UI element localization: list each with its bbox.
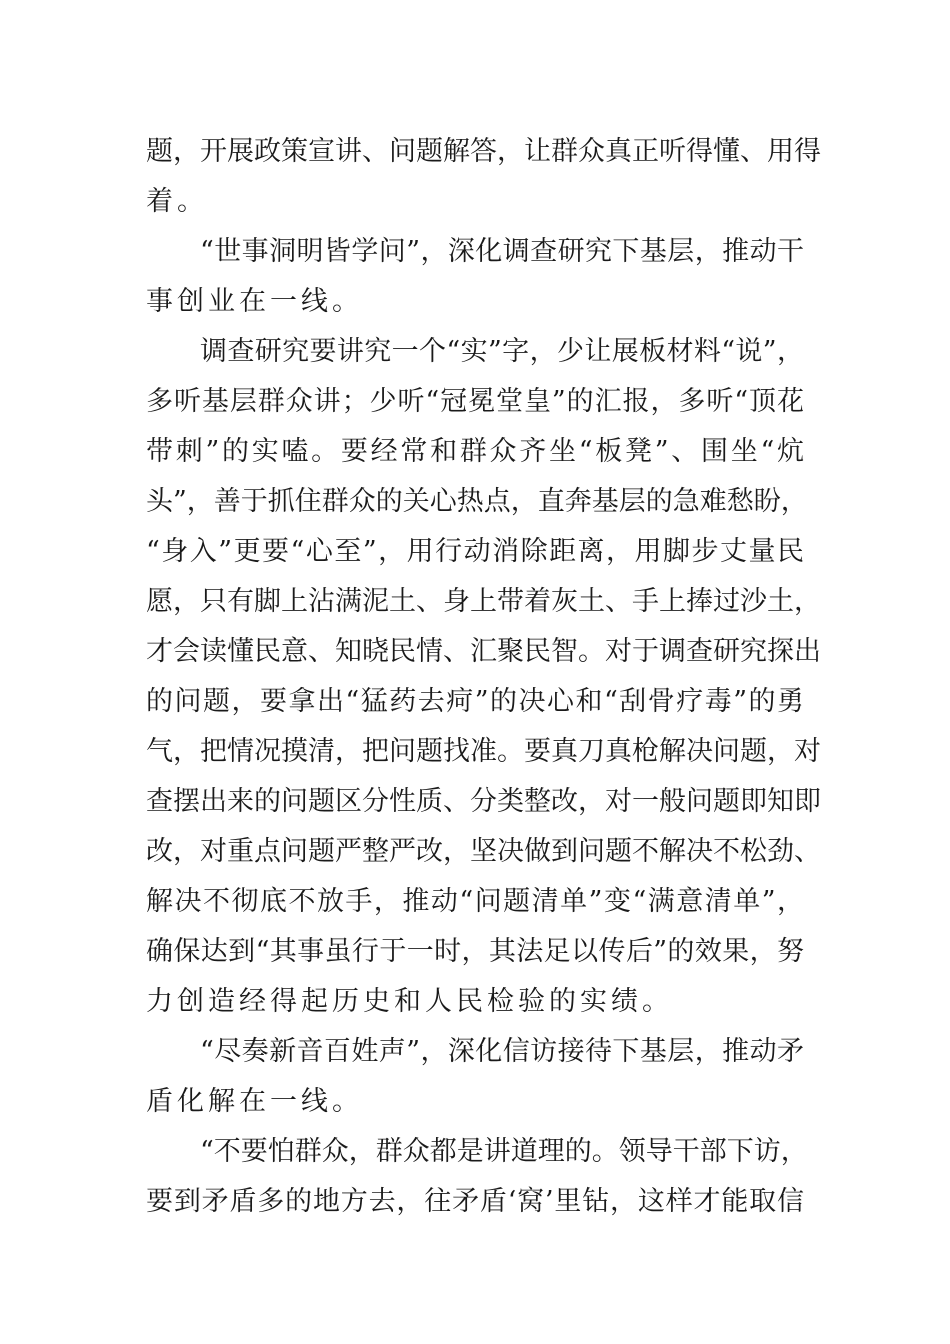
text-line-16: 解决不彻底不放手，推动“问题清单”变“满意清单”，: [146, 886, 804, 917]
text-line-14: 查摆出来的问题区分性质、分类整改，对一般问题即知即: [146, 786, 821, 817]
text-line-9: “身入”更要“心至”，用行动消除距离，用脚步丈量民: [146, 536, 804, 567]
text-line-11: 才会读懂民意、知晓民情、汇聚民智。对于调查研究探出: [146, 636, 821, 667]
text-line-15: 改，对重点问题严整严改，坚决做到问题不解决不松劲、: [146, 836, 821, 867]
text-line-8: 头”，善于抓住群众的关心热点，直奔基层的急难愁盼，: [146, 486, 808, 517]
text-line-17: 确保达到“其事虽行于一时，其法足以传后”的效果，努: [146, 936, 804, 967]
text-line-22: 要到矛盾多的地方去，往矛盾‘窝’里钻，这样才能取信: [146, 1186, 804, 1217]
text-line-6: 多听基层群众讲；少听“冠冕堂皇”的汇报，多听“顶花: [146, 386, 804, 417]
text-line-13: 气，把情况摸清，把问题找准。要真刀真枪解决问题，对: [146, 736, 821, 767]
text-line-7: 带刺”的实嗑。要经常和群众齐坐“板凳”、围坐“炕: [146, 436, 804, 467]
text-line-21: “不要怕群众，群众都是讲道理的。领导干部下访，: [200, 1136, 808, 1167]
text-line-3: “世事洞明皆学问”，深化调查研究下基层，推动干: [200, 236, 804, 267]
text-line-4: 事创业在一线。: [146, 286, 363, 317]
text-line-10: 愿，只有脚上沾满泥土、身上带着灰土、手上捧过沙土，: [146, 586, 821, 617]
text-line-2: 着。: [146, 186, 208, 217]
text-line-12: 的问题，要拿出“猛药去疴”的决心和“刮骨疗毒”的勇: [146, 686, 804, 717]
text-line-5: 调查研究要讲究一个“实”字，少让展板材料“说”，: [200, 336, 804, 367]
text-line-19: “尽奏新音百姓声”，深化信访接待下基层，推动矛: [200, 1036, 804, 1067]
text-line-20: 盾化解在一线。: [146, 1086, 363, 1117]
text-line-18: 力创造经得起历史和人民检验的实绩。: [146, 986, 673, 1017]
text-line-1: 题，开展政策宣讲、问题解答，让群众真正听得懂、用得: [146, 136, 821, 167]
